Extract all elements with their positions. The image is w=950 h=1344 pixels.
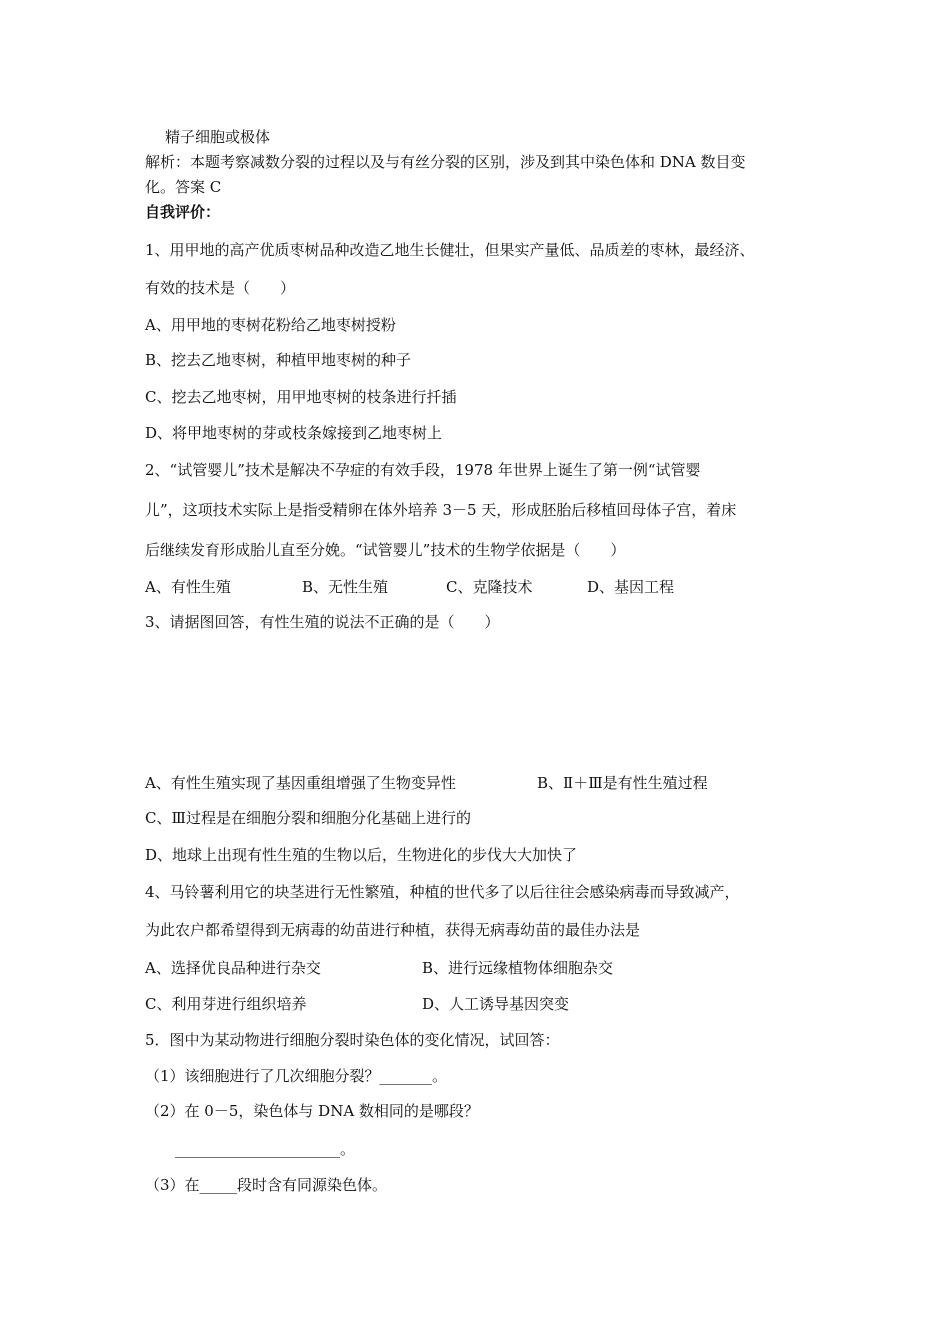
q2-option-b: B、无性生殖 bbox=[302, 578, 389, 596]
analysis-line-2: 化。答案 C bbox=[145, 178, 222, 196]
q1-option-c: C、挖去乙地枣树，用甲地枣树的枝条进行扦插 bbox=[145, 388, 457, 406]
q5-part-2: （2）在 0－5，染色体与 DNA 数相同的是哪段？ bbox=[145, 1102, 479, 1120]
q2-stem-line-1: 2、“试管婴儿”技术是解决不孕症的有效手段，1978 年世界上诞生了第一例“试管婴 bbox=[145, 461, 701, 479]
analysis-line-1: 解析：本题考察减数分裂的过程以及与有丝分裂的区别，涉及到其中染色体和 DNA 数目变 bbox=[145, 153, 746, 171]
q2-option-d: D、基因工程 bbox=[587, 578, 675, 596]
q4-option-b: B、进行远缘植物体细胞杂交 bbox=[422, 959, 614, 977]
q3-stem: 3、请据图回答，有性生殖的说法不正确的是（ ） bbox=[145, 613, 500, 631]
q1-option-d: D、将甲地枣树的芽或枝条嫁接到乙地枣树上 bbox=[145, 424, 443, 442]
q1-stem-line-2: 有效的技术是（ ） bbox=[145, 279, 296, 297]
q2-stem-line-2: 儿”，这项技术实际上是指受精卵在体外培养 3－5 天，形成胚胎后移植回母体子宫，着床 bbox=[145, 501, 737, 519]
q4-stem-line-1: 4、马铃薯利用它的块茎进行无性繁殖，种植的世代多了以后往往会感染病毒而导致减产， bbox=[145, 883, 740, 901]
q2-stem-line-3: 后继续发育形成胎儿直至分娩。“试管婴儿”技术的生物学依据是（ ） bbox=[145, 541, 626, 559]
q5-part-3: （3）在_____段时含有同源染色体。 bbox=[145, 1176, 388, 1194]
q5-part-1: （1）该细胞进行了几次细胞分裂？_______。 bbox=[145, 1067, 448, 1085]
q3-option-d: D、地球上出现有性生殖的生物以后，生物进化的步伐大大加快了 bbox=[145, 846, 578, 864]
q4-option-a: A、选择优良品种进行杂交 bbox=[145, 959, 321, 977]
text-line-cell-type: 精子细胞或极体 bbox=[165, 128, 271, 146]
q4-option-d: D、人工诱导基因突变 bbox=[422, 995, 570, 1013]
q3-option-b: B、Ⅱ＋Ⅲ是有性生殖过程 bbox=[537, 774, 708, 792]
q5-stem: 5．图中为某动物进行细胞分裂时染色体的变化情况，试回答： bbox=[145, 1031, 560, 1049]
q5-part-2-answer-blank: ______________________。 bbox=[175, 1140, 356, 1158]
q1-stem-line-1: 1、用甲地的高产优质枣树品种改造乙地生长健壮，但果实产量低、品质差的枣林，最经济、 bbox=[145, 241, 755, 259]
q3-option-a: A、有性生殖实现了基因重组增强了生物变异性 bbox=[145, 774, 456, 792]
q1-option-a: A、用甲地的枣树花粉给乙地枣树授粉 bbox=[145, 316, 396, 334]
q2-option-a: A、有性生殖 bbox=[145, 578, 231, 596]
q4-stem-line-2: 为此农户都希望得到无病毒的幼苗进行种植，获得无病毒幼苗的最佳办法是 bbox=[145, 921, 641, 939]
q2-option-c: C、克隆技术 bbox=[446, 578, 533, 596]
section-title: 自我评价： bbox=[145, 203, 221, 221]
q4-option-c: C、利用芽进行组织培养 bbox=[145, 995, 307, 1013]
q3-option-c: C、Ⅲ过程是在细胞分裂和细胞分化基础上进行的 bbox=[145, 809, 471, 827]
q1-option-b: B、挖去乙地枣树，种植甲地枣树的种子 bbox=[145, 351, 412, 369]
